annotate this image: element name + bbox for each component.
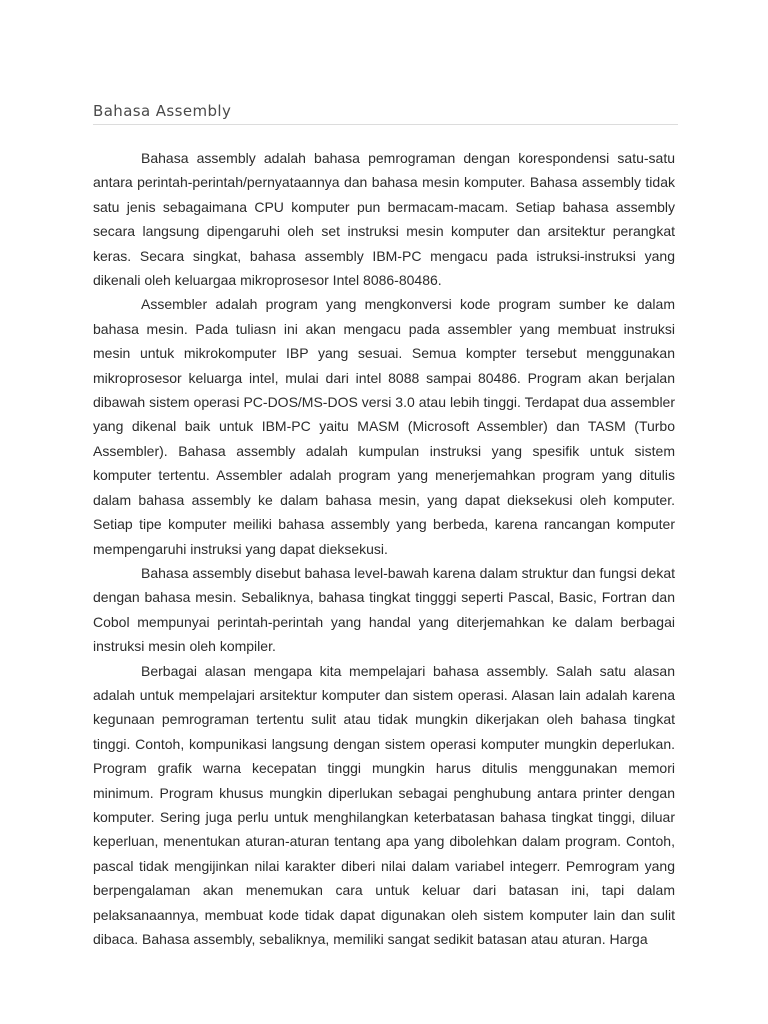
title-divider <box>93 124 678 125</box>
paragraph-4: Berbagai alasan mengapa kita mempelajari bahasa assembly. Salah satu alasan adalah untuk mempelajari arsitektur komputer dan sistem operasi. Alasan lain adalah karena kegunaan pemrograman tertentu sulit atau tidak mungkin dikerjakan oleh bahasa tingkat tinggi. Contoh, kompunikasi langsung dengan sistem operasi komputer mungkin deperlukan. Program grafik warna kecepatan tinggi mungkin harus ditulis menggunakan memori minimum. Program khusus mungkin diperlukan sebagai penghubung antara printer dengan komputer. Sering juga perlu untuk menghilangkan keterbatasan bahasa tingkat tinggi, diluar keperluan, menentukan aturan-aturan tentang apa yang dibolehkan dalam program. Contoh, pascal tidak mengijinkan nilai karakter diberi nilai dalam variabel integerr. Pemrogram yang berpengalaman akan menemukan cara untuk keluar dari batasan ini, tapi dalam pelaksanaannya, membuat kode tidak dapat digunakan oleh sistem komputer lain dan sulit dibaca. Bahasa assembly, sebaliknya, memiliki sangat sedikit batasan atau aturan. Harga <box>93 662 675 947</box>
paragraph-3: Bahasa assembly disebut bahasa level-bawah karena dalam struktur dan fungsi dekat dengan bahasa mesin. Sebaliknya, bahasa tingkat tingggi seperti Pascal, Basic, Fortran dan Cobol mempunyai perintah-perintah yang handal yang diterjemahkan ke dalam berbagai instruksi mesin oleh kompiler. <box>93 564 675 655</box>
paragraph-2: Assembler adalah program yang mengkonversi kode program sumber ke dalam bahasa mesin. Pada tuliasn ini akan mengacu pada assembler yang membuat instruksi mesin untuk mikrokomputer IBP yang sesuai. Semua kompter tersebut menggunakan mikroprosesor keluarga intel, mulai dari intel 8088 sampai 80486. Program akan berjalan dibawah sistem operasi PC-DOS/MS-DOS versi 3.0 atau lebih tinggi. Terdapat dua assembler yang dikenal baik untuk IBM-PC yaitu MASM (Microsoft Assembler) dan TASM (Turbo Assembler). Bahasa assembly adalah kumpulan instruksi yang spesifik untuk sistem komputer tertentu. Assembler adalah program yang menerjemahkan program yang ditulis dalam bahasa assembly ke dalam bahasa mesin, yang dapat dieksekusi oleh komputer. Setiap tipe komputer meiliki bahasa assembly yang berbeda, karena rancangan komputer mempengaruhi instruksi yang dapat dieksekusi. <box>93 296 675 557</box>
page-title: Bahasa Assembly <box>93 102 232 120</box>
paragraph-1: Bahasa assembly adalah bahasa pemrograman dengan korespondensi satu-satu antara perintah-perintah/pernyataannya dan bahasa mesin komputer. Bahasa assembly tidak satu jenis sebagaimana CPU komputer pun bermacam-macam. Setiap bahasa assembly secara langsung dipengaruhi oleh set instruksi mesin komputer dan arsitektur perangkat keras. Secara singkat, bahasa assembly IBM-PC mengacu pada istruksi-instruksi yang dikenali oleh keluargaa mikroprosesor Intel 8086-80486. <box>93 150 675 289</box>
document-body <box>93 146 675 951</box>
